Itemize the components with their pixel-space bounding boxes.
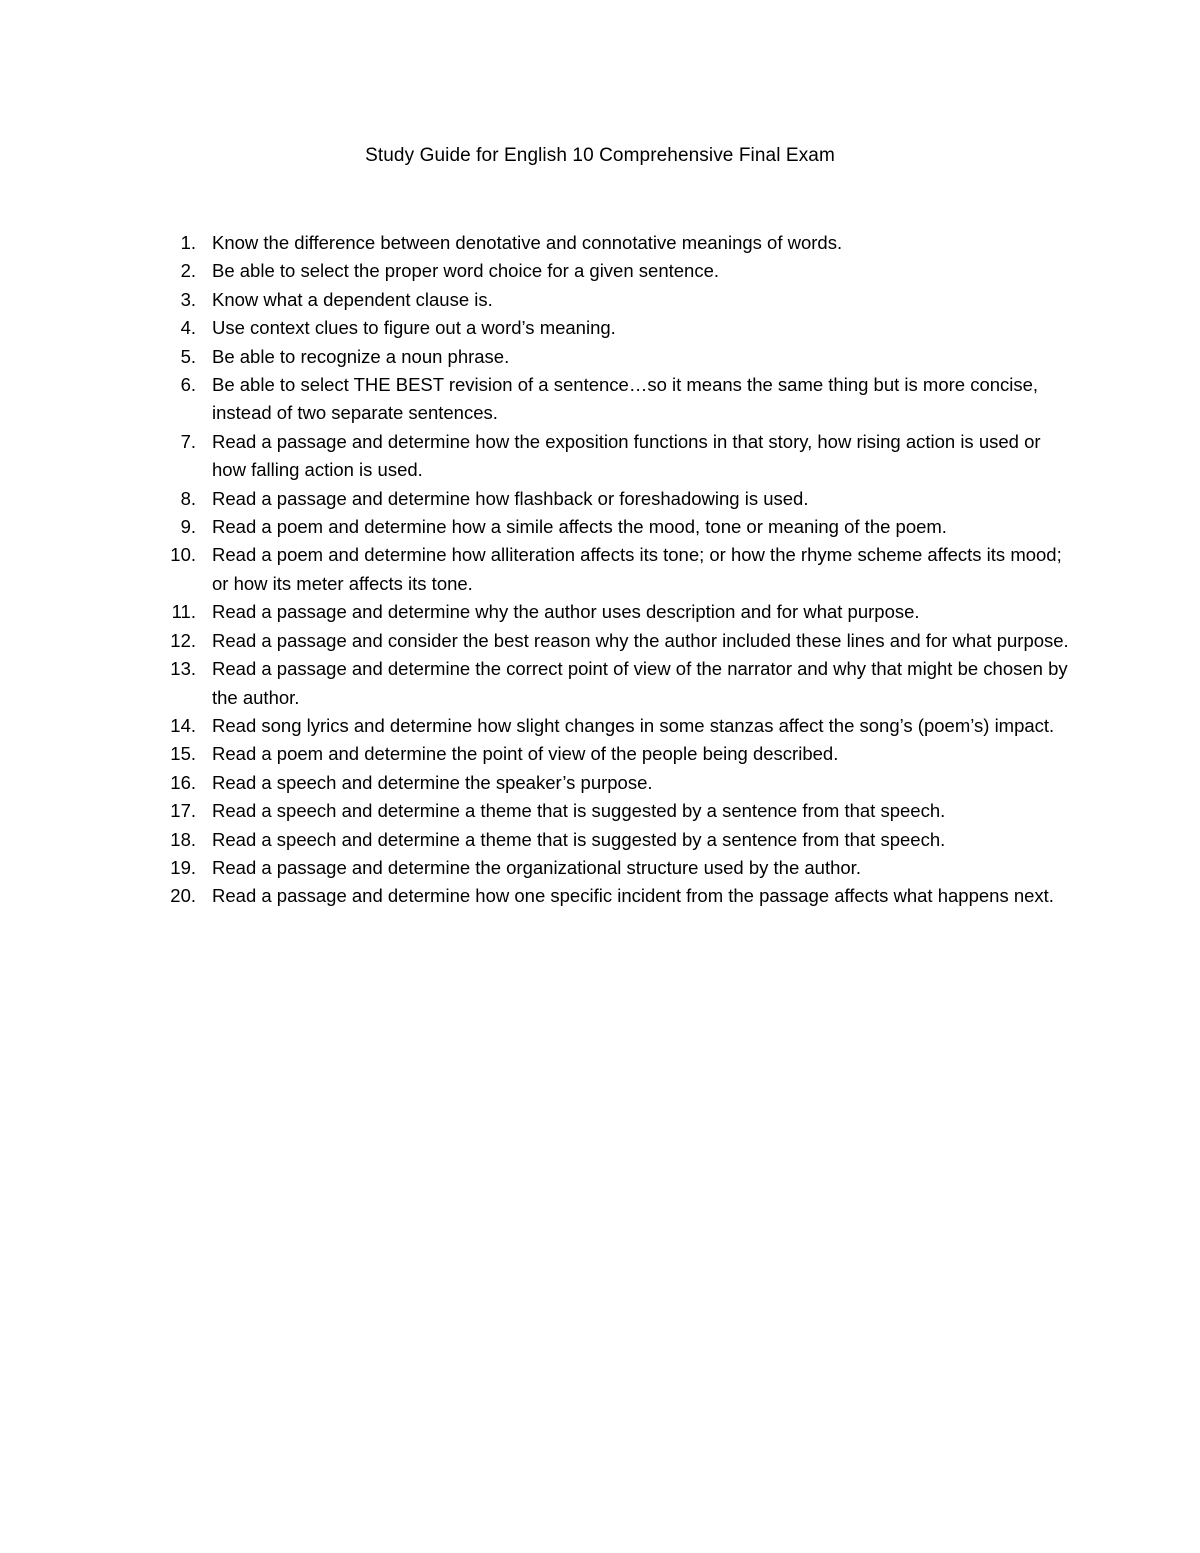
list-item	[0, 257, 1072, 285]
list-number: 16.	[170, 771, 196, 793]
list-text: Be able to recognize a noun phrase.	[212, 345, 510, 367]
list-item	[0, 882, 1072, 910]
list-text: Be able to select THE BEST revision of a sentence…so it means the same thing but is more concise, instead of two separate sentences.	[212, 374, 1039, 424]
list-text: Read a poem and determine the point of view of the people being described.	[212, 743, 839, 765]
list-number: 8.	[180, 487, 196, 509]
list-item	[0, 627, 1072, 655]
list-text: Read a speech and determine a theme that is suggested by a sentence from that speech.	[212, 800, 946, 822]
list-number: 1.	[180, 232, 196, 253]
list-number: 11.	[171, 601, 196, 623]
list-number: 14.	[170, 714, 196, 736]
list-item	[0, 655, 1072, 712]
list-number: 20.	[170, 885, 196, 907]
list-text: Read a passage and determine how flashback or foreshadowing is used.	[212, 487, 809, 509]
list-text: Read a passage and determine why the author uses description and for what purpose.	[212, 601, 920, 623]
list-text: Read a speech and determine a theme that is suggested by a sentence from that speech.	[212, 828, 946, 850]
list-text: Read a passage and determine how one specific incident from the passage affects what happens next.	[212, 885, 1054, 907]
list-item	[0, 854, 1072, 882]
list-number: 5.	[180, 345, 196, 367]
list-text: Read a passage and determine how the exposition functions in that story, how rising action is used or how falling action is used.	[212, 430, 1041, 481]
list-text: Be able to select the proper word choice for a given sentence.	[212, 260, 719, 282]
list-item	[0, 740, 1072, 768]
list-number: 15.	[170, 743, 196, 765]
list-item	[0, 485, 1072, 513]
list-number: 17.	[170, 800, 196, 822]
list-item	[0, 712, 1072, 740]
list-item	[0, 797, 1072, 825]
list-item	[0, 229, 1072, 257]
list-number: 3.	[180, 288, 196, 310]
list-text: Read a passage and determine the correct point of view of the narrator and why that might be chosen by the author.	[212, 658, 1068, 708]
list-text: Read a passage and consider the best reason why the author included these lines and for what purpose.	[212, 629, 1069, 651]
list-item	[0, 371, 1072, 428]
list-item	[0, 286, 1072, 314]
list-number: 18.	[170, 828, 196, 850]
study-guide-list	[0, 229, 1200, 911]
list-number: 4.	[180, 317, 196, 339]
list-item	[0, 513, 1072, 541]
document-title: Study Guide for English 10 Comprehensive Final Exam	[365, 145, 835, 166]
list-number: 9.	[180, 516, 196, 538]
list-text: Read a speech and determine the speaker’s purpose.	[212, 771, 653, 793]
list-item	[0, 598, 1072, 626]
list-item	[0, 769, 1072, 797]
list-number: 12.	[170, 629, 196, 651]
list-item	[0, 826, 1072, 854]
list-text: Use context clues to figure out a word’s meaning.	[212, 317, 616, 339]
list-item	[0, 314, 1072, 342]
list-number: 10.	[170, 544, 196, 566]
list-text: Read a poem and determine how a simile affects the mood, tone or meaning of the poem.	[212, 516, 947, 538]
list-number: 13.	[170, 658, 196, 680]
list-item	[0, 541, 1072, 598]
list-item	[0, 343, 1072, 371]
list-text: Know what a dependent clause is.	[212, 288, 493, 310]
list-text: Know the difference between denotative and connotative meanings of words.	[212, 232, 843, 253]
list-number: 19.	[170, 856, 196, 878]
list-number: 2.	[180, 260, 196, 282]
list-text: Read song lyrics and determine how slight changes in some stanzas affect the song’s (poem’s) impact.	[212, 714, 1055, 736]
list-item	[0, 428, 1072, 485]
list-text: Read a poem and determine how alliteration affects its tone; or how the rhyme scheme affects its mood; or how its meter affects its tone.	[212, 544, 1062, 594]
list-text: Read a passage and determine the organizational structure used by the author.	[212, 856, 861, 878]
list-number: 7.	[180, 430, 196, 452]
list-number: 6.	[180, 374, 196, 396]
